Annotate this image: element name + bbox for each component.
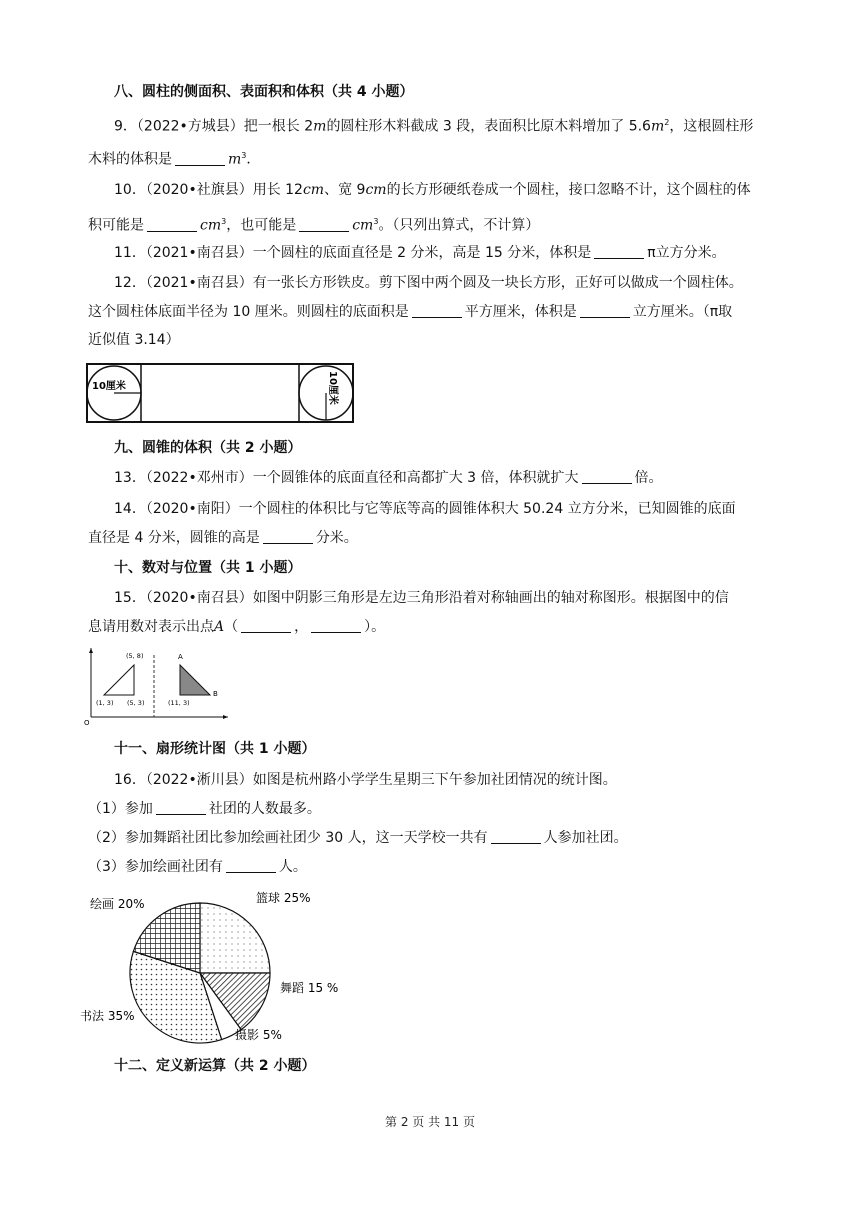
label-5-8: (5, 8) (126, 652, 144, 660)
q9-text-d: 木料的体积是 (88, 151, 172, 168)
question-15-cont (88, 617, 385, 637)
q16-2-text-a: （2）参加舞蹈社团比参加绘画社团少 30 人，这一天学校一共有 (88, 830, 488, 846)
section-9-title: 九、圆锥的体积（共 2 小题） (114, 440, 302, 456)
q15-text-d: ， (294, 619, 309, 635)
section-12-title: 十二、定义新运算（共 2 小题） (114, 1058, 316, 1074)
answer-blank[interactable] (147, 217, 197, 232)
q9-text-c: ，这根圆柱形 (669, 118, 754, 135)
q9-unit-m: m (313, 118, 327, 135)
answer-blank[interactable] (156, 800, 206, 815)
q10-unit-cm3-2: cm (352, 217, 374, 234)
q16-2-text-b: 人参加社团。 (543, 830, 628, 846)
q11-text-a: 11．（2021•南召县）一个圆柱的底面直径是 2 分米，高是 15 分米，体积是 (114, 245, 592, 261)
question-12-cont2: 近似值 3.14） (88, 332, 180, 348)
pie-chart (80, 888, 370, 1048)
q10-text-b: 、宽 9 (324, 182, 366, 198)
answer-blank[interactable] (299, 217, 349, 232)
section-11-title: 十一、扇形统计图（共 1 小题） (114, 741, 316, 757)
q10-text-e: ，也可能是 (226, 217, 297, 234)
answer-blank[interactable] (226, 858, 276, 873)
q10-unit-cm: cm (302, 182, 325, 198)
pie-label-1: 篮球 25% (256, 891, 311, 905)
question-11 (114, 243, 726, 263)
q13-text-a: 13．（2022•邓州市）一个圆锥体的底面直径和高都扩大 3 倍，体积就扩大 (114, 470, 579, 486)
q9-text-b: 的圆柱形木料截成 3 段，表面积比原木料增加了 5.6 (326, 118, 651, 135)
question-16-1 (88, 799, 321, 819)
answer-blank[interactable] (412, 303, 462, 318)
q10-unit-cm3: cm (200, 217, 222, 234)
q16-3-text-b: 人。 (278, 859, 307, 875)
left-triangle (104, 665, 134, 695)
question-9: 9．（2022•方城县）把一根长 2m的圆柱形木料截成 3 段，表面积比原木料增加了 $5.6m^2$，这根圆柱形 (114, 118, 754, 135)
question-14-cont (88, 528, 358, 548)
answer-blank[interactable] (175, 151, 225, 166)
q12-text-d: 立方厘米。（π取 (632, 304, 733, 320)
answer-blank[interactable] (582, 469, 632, 484)
question-14: 14．（2020•南阳）一个圆柱的体积比与它等底等高的圆锥体积大 50.24 立方分米，已知圆锥的底面 (114, 501, 736, 517)
question-16-3 (88, 857, 307, 877)
answer-blank[interactable] (311, 618, 361, 633)
pie-label-2: 舞蹈 15 % (280, 981, 339, 995)
answer-blank[interactable] (263, 529, 313, 544)
q10-unit-cm-2: cm (365, 182, 387, 198)
question-15: 15．（2020•南召县）如图中阴影三角形是左边三角形沿着对称轴画出的轴对称图形。根据图中的信 (114, 590, 729, 606)
q16-1-text-a: （1）参加 (88, 801, 153, 817)
q9-text-a: 9．（2022•方城县）把一根长 2 (114, 118, 314, 135)
q12-text-b: 这个圆柱体底面半径为 10 厘米。则圆柱的底面积是 (88, 304, 409, 320)
pie-label-4: 书法 35% (80, 1009, 135, 1023)
q15-text-b: 息请用数对表示出点 (88, 619, 214, 635)
section-8-title: 八、圆柱的侧面积、表面积和体积（共 4 小题） (114, 84, 414, 100)
q10-text-c: 的长方形硬纸卷成一个圆柱，接口忽略不计，这个圆柱的体 (386, 182, 751, 198)
q16-1-text-b: 社团的人数最多。 (208, 801, 321, 817)
question-16: 16．（2022•淅川县）如图是杭州路小学学生星期三下午参加社团情况的统计图。 (114, 772, 617, 788)
q10-text-d: 积可能是 (88, 217, 144, 234)
pie-slice-1 (200, 903, 270, 973)
question-9-cont: 木料的体积是 $m^3$． (88, 151, 261, 168)
answer-blank[interactable] (491, 829, 541, 844)
label-1-3: (1, 3) (96, 699, 114, 707)
label-a: A (178, 653, 183, 661)
label-origin: O (84, 719, 90, 727)
shaded-triangle (180, 665, 210, 695)
radius-label-left: 10厘米 (92, 381, 126, 392)
question-10 (114, 180, 751, 200)
section-10-title: 十、数对与位置（共 1 小题） (114, 560, 302, 576)
q11-text-b: π立方分米。 (647, 245, 726, 261)
q12-text-c: 平方厘米，体积是 (464, 304, 577, 320)
q16-3-text-a: （3）参加绘画社团有 (88, 859, 223, 875)
q15-text-e: ）。 (364, 619, 386, 635)
question-13 (114, 468, 663, 488)
q15-text-c: （ (224, 619, 239, 635)
answer-blank[interactable] (594, 244, 644, 259)
q14-text-c: 分米。 (315, 530, 358, 546)
answer-blank[interactable] (580, 303, 630, 318)
q10-text-a: 10．（2020•社旗县）用长 12 (114, 182, 303, 198)
question-12-cont (88, 302, 732, 322)
question-16-2 (88, 828, 628, 848)
question-12: 12．（2021•南召县）有一张长方形铁皮。剪下图中两个圆及一块长方形，正好可以做成一个圆柱体。 (114, 275, 743, 291)
pie-label-3: 摄影 5% (235, 1028, 282, 1042)
q9-unit-m3: m (228, 151, 242, 168)
figure-coordinate-symmetry (82, 645, 232, 727)
q9-unit-m2: m (650, 118, 665, 135)
figure-rectangle-circles (86, 363, 356, 425)
label-b: B (213, 690, 218, 698)
q10-text-f: 。（只列出算式，不计算） (378, 217, 540, 234)
q15-point-a: A (214, 619, 225, 635)
radius-label-right: 10厘米 (327, 371, 338, 405)
label-11-3: (11, 3) (168, 699, 190, 707)
label-5-3: (5, 3) (127, 699, 145, 707)
q13-text-b: 倍。 (634, 470, 663, 486)
answer-blank[interactable] (241, 618, 291, 633)
pie-label-5: 绘画 20% (90, 897, 145, 911)
question-10-cont: 积可能是 $cm^3$，也可能是 $cm^3$。（只列出算式，不计算） (88, 217, 540, 234)
q14-text-b: 直径是 4 分米，圆锥的高是 (88, 530, 260, 546)
page-footer: 第 2 页 共 11 页 (385, 1115, 475, 1129)
